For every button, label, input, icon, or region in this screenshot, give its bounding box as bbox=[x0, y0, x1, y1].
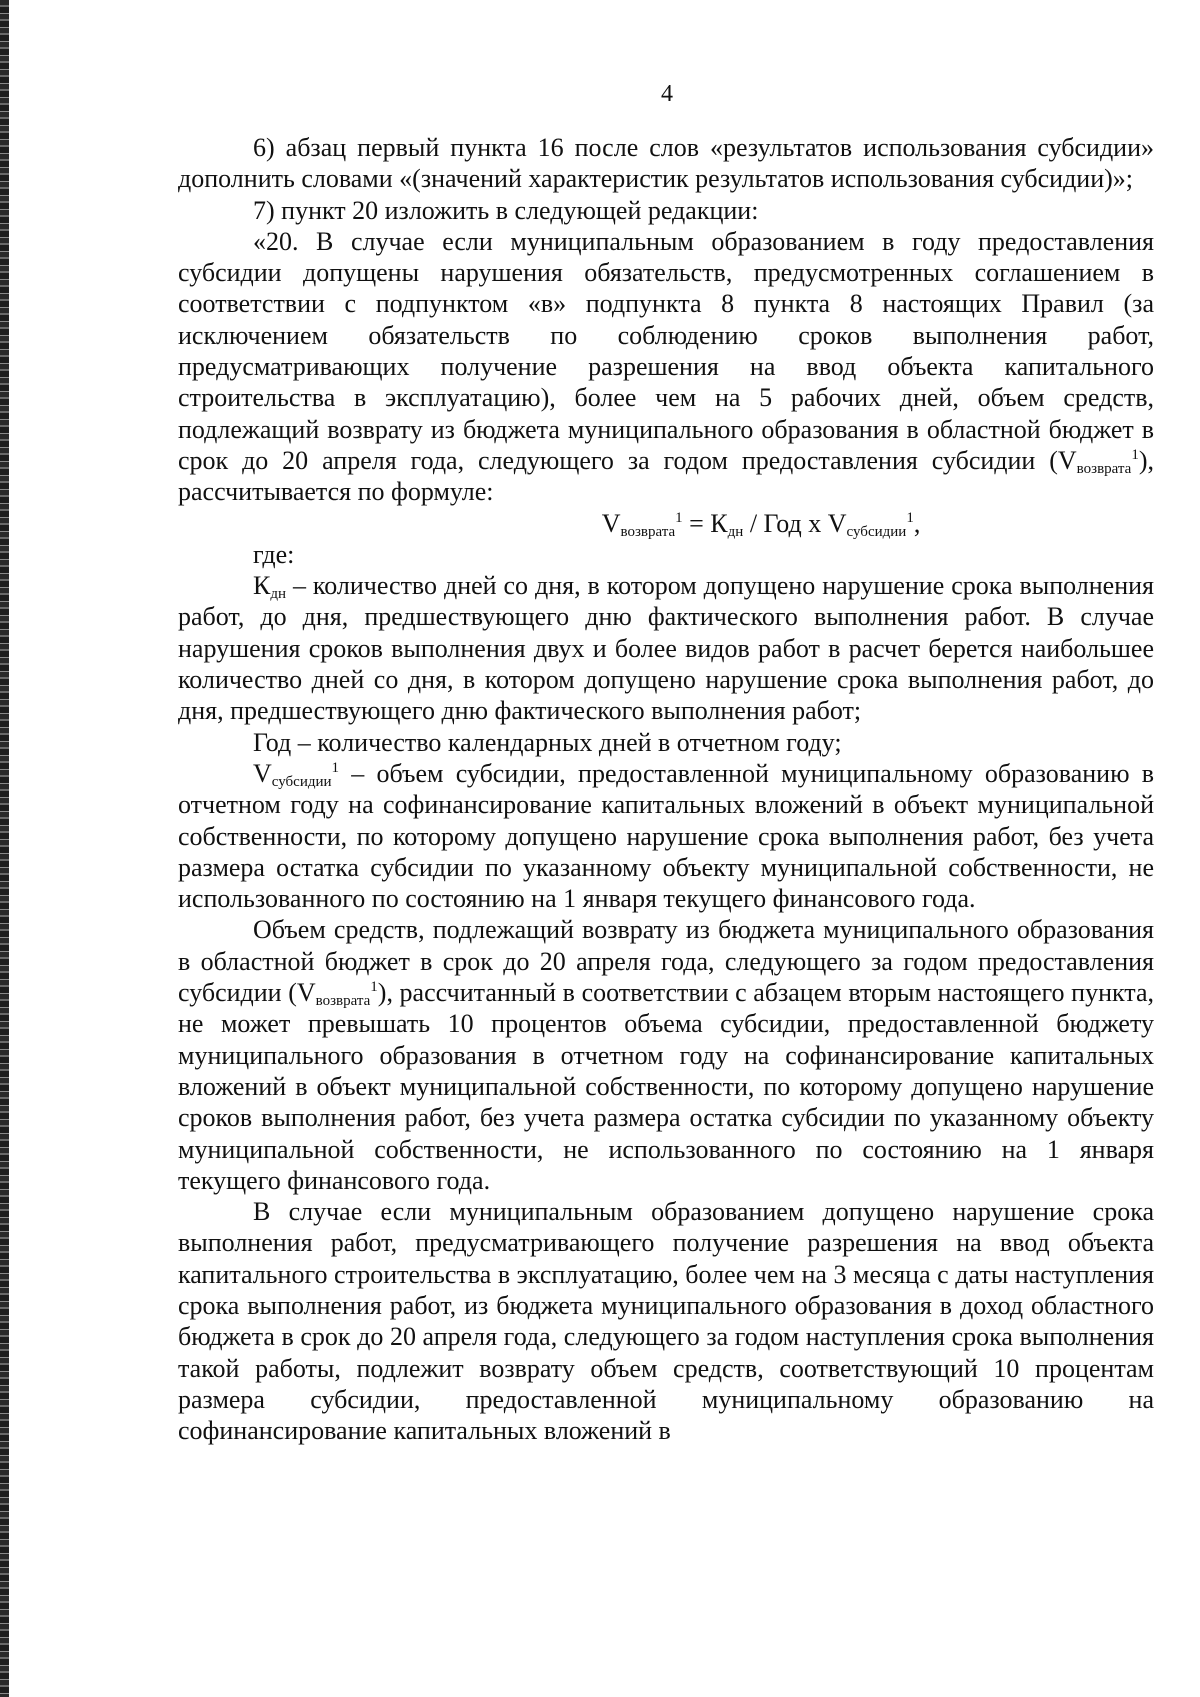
definition-vsubsidii: $V_{субсидии}^1$ – объем субсидии, предоставленной муниципальному образованию в отчетном году на софинансирование капитальных вложений в объект муниципальной собственности, по которому допущено нарушение срока выполнения работ, без учета размера остатка субсидии по указанному объекту муниципальной собственности, не использованного по состоянию на 1 января текущего финансового года. bbox=[178, 758, 1154, 914]
definition-god: Год – количество календарных дней в отчетном году; bbox=[253, 727, 842, 757]
p20-text: «20. В случае если муниципальным образованием в году предоставления субсидии допущены нарушения обязательств, предусмотренных соглашением в соответствии с подпунктом «в» подпункта 8 пункта 8 настоящих Правил (за исключением обязательств по соблюдению сроков выполнения работ, предусматривающих получение разрешения на ввод объекта капитального строительства в эксплуатацию), более чем на 5 рабочих дней, объем средств, подлежащий возврату из бюджета муниципального образования в областной бюджет в срок до 20 апреля года, следующего за годом предоставления субсидии (V bbox=[178, 226, 1154, 475]
definition-kdn: $К_{дн}$ – количество дней со дня, в котором допущено нарушение срока выполнения работ, до дня, предшествующего дню фактического выполнения работ. В случае нарушения сроков выполнения двух и более видов работ в расчет берется наибольшее количество дней со дня, в котором допущено нарушение срока выполнения работ, до дня, предшествующего дню фактического выполнения работ; bbox=[178, 571, 1154, 726]
paragraph-7: 7) пункт 20 изложить в следующей редакции: bbox=[253, 195, 759, 225]
formula: $V_{возврата}^1 = К_{дн}$ / Год х $V_{субсидии}^1$, bbox=[601, 508, 921, 540]
scan-edge bbox=[0, 0, 9, 1697]
paragraph-6: 6) абзац первый пункта 16 после слов «результатов использования субсидии» дополнить словами «(значений характеристик результатов использования субсидии)»; bbox=[178, 133, 1154, 194]
p20-tail: ), рассчитывается по формуле: bbox=[178, 445, 1154, 507]
where-label: где: bbox=[253, 539, 295, 569]
page-number: 4 bbox=[661, 81, 673, 107]
sub-vozvrata: возврата bbox=[1076, 460, 1132, 477]
document-body bbox=[178, 132, 1154, 1446]
paragraph-limit: Объем средств, подлежащий возврату из бюджета муниципального образования в областной бюджет в срок до 20 апреля года, следующего за годом предоставления субсидии $(V_{возврата}^1)$, рассчитанный в соответствии с абзацем вторым настоящего пункта, не может превышать 10 процентов объема субсидии, предоставленной бюджету муниципального образования в отчетном году на софинансирование капитальных вложений в объект муниципальной собственности, по которому допущено нарушение сроков выполнения работ, без учета размера остатка субсидии по указанному объекту муниципальной собственности, не использованного по состоянию на 1 января текущего финансового года. bbox=[178, 915, 1154, 1195]
paragraph-three-months: В случае если муниципальным образованием допущено нарушение срока выполнения работ, предусматривающего получение разрешения на ввод объекта капитального строительства в эксплуатацию, более чем на 3 месяца с даты наступления срока выполнения работ, из бюджета муниципального образования в доход областного бюджета в срок до 20 апреля года, следующего за годом наступления срока выполнения такой работы, подлежит возврату объем средств, соответствующий 10 процентам размера субсидии, предоставленной муниципальному образованию на софинансирование капитальных вложений в bbox=[178, 1197, 1154, 1446]
sup-1: 1 bbox=[1131, 446, 1139, 463]
paragraph-20 bbox=[178, 226, 1154, 508]
